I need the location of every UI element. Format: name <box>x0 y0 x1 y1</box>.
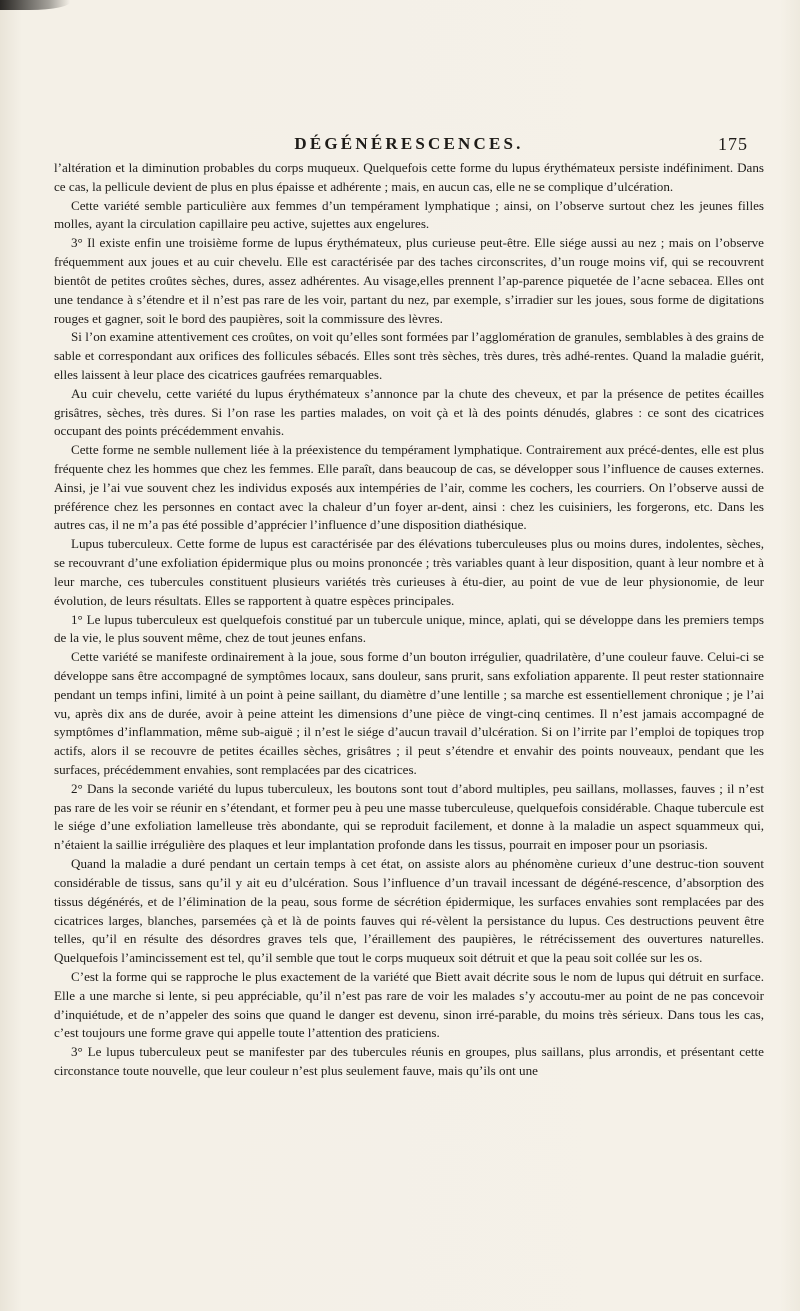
page-number: 175 <box>718 134 748 154</box>
paragraph: 2° Dans la seconde variété du lupus tuberculeux, les boutons sont tout d’abord multiples, peu saillans, mollasses, fauves ; il n’est pas rare de les voir se réunir en s’étendant, et former peu à peu une masse tuberculeuse, quelquefois considérable. Chaque tubercule est le siége d’une exfoliation lamelleuse très abondante, qui se reproduit facilement, et donne à la maladie un aspect squammeux qui, n’étaient la saillie irrégulière des plaques et leur implantation profonde dans les tissus, pourrait en imposer pour un psoriasis. <box>54 780 764 853</box>
scan-edge-shadow <box>0 0 70 10</box>
page-header <box>70 134 748 158</box>
paragraph: 3° Il existe enfin une troisième forme de lupus érythémateux, plus curieuse peut-être. Elle siége aussi au nez ; mais on l’observe fréquemment aux joues et au cuir chevelu. Elle est caractérisée par des taches circonscrites, d’un rouge moins vif, qui se recouvrent bientôt de petites croûtes sèches, dures, assez adhérentes. Au visage,elles prennent l’ap-parence piquetée de l’acne sebacea. Elles ont une tendance à s’étendre et il n’est pas rare de les voir, partant du nez, par exemple, s’irradier sur les joues, sous forme de digitations rouges et gagner, soit le bord des paupières, soit la commissure des lèvres. <box>54 235 764 326</box>
paragraph: C’est la forme qui se rapproche le plus exactement de la variété que Biett avait décrite sous le nom de lupus qui détruit en surface. Elle a une marche si lente, si peu appréciable, qu’il n’est pas rare de voir les malades s’y accoutu-mer au point de ne pas concevoir d’inquiétude, et de n’appeler des soins que quand le danger est devenu, sinon irré-parable, du moins très sérieux. Dans tous les cas, c’est toujours une forme grave qui appelle toute l’attention des praticiens. <box>54 968 764 1041</box>
body-text <box>54 159 764 1081</box>
paragraph: Si l’on examine attentivement ces croûtes, on voit qu’elles sont formées par l’agglomération de granules, semblables à des grains de sable et correspondant aux orifices des follicules sébacés. Elles sont très sèches, très dures, très adhé-rentes. Quand la maladie guérit, elles laissent à leur place des cicatrices gaufrées remarquables. <box>54 329 764 382</box>
paragraph: Cette variété se manifeste ordinairement à la joue, sous forme d’un bouton irrégulier, quadrilatère, d’une couleur fauve. Celui-ci se développe sans être accompagné de symptômes locaux, sans douleur, sans prurit, sans exfoliation apparente. Il peut rester stationnaire pendant un temps infini, limité à un point à peine saillant, du diamètre d’une lentille ; sa marche est essentiellement chronique ; je l’ai vu, après dix ans de durée, avoir à peine atteint les dimensions d’une pièce de vingt-cinq centimes. Il n’est jamais accompagné de symptômes d’inflammation, même sub-aiguë ; il n’est le siége d’aucun travail d’ulcération. Si on l’irrite par l’emploi de topiques trop actifs, alors il se recouvre de petites écailles sèches, grisâtres ; il peut s’étendre et envahir des points nouveaux, pendant que les surfaces, précédemment envahies, sont remplacées par des cicatrices. <box>54 649 764 777</box>
paragraph: 1° Le lupus tuberculeux est quelquefois constitué par un tubercule unique, mince, aplati, qui se développe dans les premiers temps de la vie, le plus souvent même, chez de tout jeunes enfans. <box>54 611 764 646</box>
paragraph: Cette forme ne semble nullement liée à la préexistence du tempérament lymphatique. Contrairement aux précé-dentes, elle est plus fréquente chez les hommes que chez les femmes. Elle paraît, dans beaucoup de cas, se développer sous l’influence de causes externes. Ainsi, je l’ai vue souvent chez les individus exposés aux intempéries de l’air, comme les cochers, les courriers. On l’observe aussi de préférence chez les personnes en contact avec la chaleur d’un foyer ar-dent, ainsi : chez les cuisiniers, les forgerons, etc. Dans les autres cas, il ne m’a pas été possible d’apprécier l’influence d’une disposition diathésique. <box>54 442 764 533</box>
paragraph: Lupus tuberculeux. Cette forme de lupus est caractérisée par des élévations tuberculeuses plus ou moins dures, indolentes, sèches, se recouvrant d’une exfoliation épidermique plus ou moins prononcée ; très variables quant à leur disposition, quant à leur nombre et à leur marche, ces tubercules constituent plusieurs variétés très curieuses à étu-dier, au point de vue de leur physionomie, de leur évolution, de leurs résultats. Elles se rapportent à quatre espèces principales. <box>54 536 764 608</box>
paragraph: Cette variété semble particulière aux femmes d’un tempérament lymphatique ; ainsi, on l’observe surtout chez les jeunes filles molles, ayant la circulation capillaire peu active, sujettes aux engelures. <box>54 197 764 232</box>
running-title: DÉGÉNÉRESCENCES. <box>294 134 524 153</box>
paragraph: Au cuir chevelu, cette variété du lupus érythémateux s’annonce par la chute des cheveux, et par la présence de petites écailles grisâtres, sèches, très dures. Si l’on rase les parties malades, on voit çà et là des points dénudés, glabres : ce sont des cicatrices occupant des points précédemment envahis. <box>54 385 764 439</box>
paragraph: Quand la maladie a duré pendant un certain temps à cet état, on assiste alors au phénomène curieux d’une destruc-tion souvent considérable de tissus, sans qu’il y ait eu d’ulcération. Sous l’influence d’un travail incessant de dégéné-rescence, d’absorption des tissus dégénérés, et de l’élimination de la peau, sous forme de sécrétion épidermique, les surfaces envahies sont remplacées par des cicatrices larges, blanches, parsemées çà et là de points fauves qui ré-vèlent la persistance du lupus. Ces destructions peuvent être telles, qu’il en résulte des désordres graves tels que, l’éraillement des paupières, le rétrécissement des ouvertures naturelles. Quelquefois l’amincissement est tel, qu’il semble que tout le corps muqueux soit détruit et que la peau soit collée sur les os. <box>54 856 764 966</box>
paragraph: l’altération et la diminution probables du corps muqueux. Quelquefois cette forme du lupus érythémateux persiste indéfiniment. Dans ce cas, la pellicule devient de plus en plus épaisse et adhérente ; mais, en aucun cas, elle ne se complique d’ulcération. <box>54 160 764 194</box>
paragraph: 3° Le lupus tuberculeux peut se manifester par des tubercules réunis en groupes, plus saillans, plus arrondis, et présentant cette circonstance toute nouvelle, que leur couleur n’est plus seulement fauve, mais qu’ils ont une <box>54 1044 764 1078</box>
